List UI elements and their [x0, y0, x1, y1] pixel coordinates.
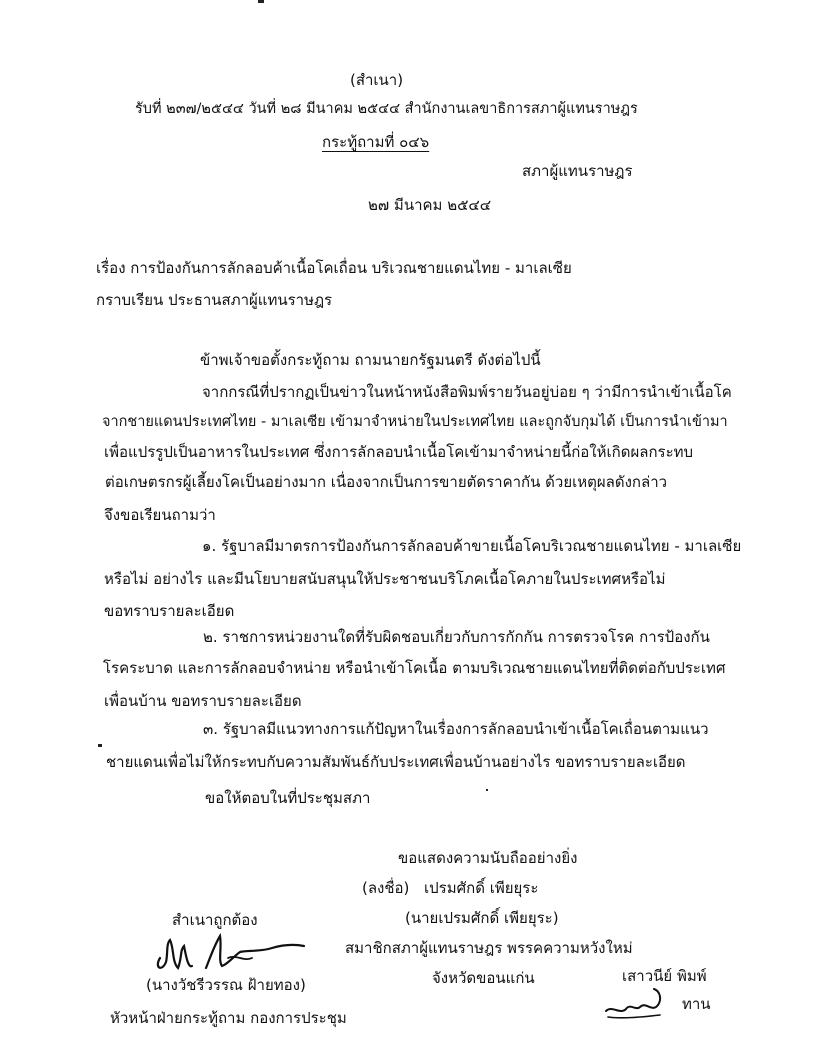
salutation: กราบเรียน ประธานสภาผู้แทนราษฎร [96, 291, 333, 309]
scan-speck [98, 744, 102, 747]
typist-name: เสาวนีย์ พิมพ์ [622, 967, 707, 985]
signer-name-parenthetical: (นายเปรมศักดิ์ เพียยุระ) [405, 909, 559, 927]
paragraph-line: จากกรณีที่ปรากฏเป็นข่าวในหน้าหนังสือพิมพ์รายวันอยู่บ่อย ๆ ว่ามีการนำเข้าเนื้อโค [202, 383, 732, 401]
paragraph-line: จากชายแดนประเทศไทย - มาเลเซีย เข้ามาจำหน่ายในประเทศไทย และถูกจับกุมได้ เป็นการนำเข้ามา [102, 414, 728, 430]
signer-province: จังหวัดขอนแก่น [432, 969, 535, 987]
question-2-line: เพื่อนบ้าน ขอทราบรายละเอียด [104, 692, 302, 710]
paragraph-line: ต่อเกษตรกรผู้เลี้ยงโคเป็นอย่างมาก เนื่องจากเป็นการขายตัดราคากัน ด้วยเหตุผลดังกล่าว [105, 473, 668, 491]
question-2-line: ๒. ราชการหน่วยงานใดที่รับผิดชอบเกี่ยวกับการกักกัน การตรวจโรค การป้องกัน [203, 628, 710, 646]
question-1-line: ๑. รัฐบาลมีมาตรการป้องกันการลักลอบค้าขายเนื้อโคบริเวณชายแดนไทย - มาเลเซีย [202, 537, 742, 555]
question-3-line: ชายแดนเพื่อไม่ให้กระทบกับความสัมพันธ์กับประเทศเพื่อนบ้านอย่างไร ขอทราบรายละเอียด [106, 753, 686, 771]
signed-label: (ลงชื่อ) [362, 879, 410, 897]
issuer: สภาผู้แทนราษฎร [522, 162, 633, 180]
intro-line: ข้าพเจ้าขอตั้งกระทู้ถาม ถามนายกรัฐมนตรี ดังต่อไปนี้ [200, 351, 541, 369]
scan-speck [258, 0, 264, 3]
subject-line: เรื่อง การป้องกันการลักลอบค้าเนื้อโคเถื่อน บริเวณชายแดนไทย - มาเลเซีย [96, 259, 572, 277]
paragraph-line: จึงขอเรียนถามว่า [104, 506, 216, 524]
certifier-signature [148, 928, 318, 978]
closing-regards: ขอแสดงความนับถืออย่างยิ่ง [398, 849, 578, 867]
question-3-line: ๓. รัฐบาลมีแนวทางการแก้ปัญหาในเรื่องการลักลอบนำเข้าเนื้อโคเถื่อนตามแนว [203, 720, 709, 738]
received-line: รับที่ ๒๓๗/๒๕๔๔ วันที่ ๒๘ มีนาคม ๒๕๔๔ สำนักงานเลขาธิการสภาผู้แทนราษฎร [135, 101, 638, 117]
paragraph-line: เพื่อแปรรูปเป็นอาหารในประเทศ ซึ่งการลักลอบนำเนื้อโคเข้ามาจำหน่ายนี้ก่อให้เกิดผลกระทบ [104, 443, 694, 461]
question-2-line: โรคระบาด และการลักลอบจำหน่าย หรือนำเข้าโคเนื้อ ตามบริเวณชายแดนไทยที่ติดต่อกับประเทศ [103, 659, 726, 677]
document-date: ๒๗ มีนาคม ๒๕๔๔ [368, 196, 492, 214]
copy-label: (สำเนา) [350, 71, 404, 89]
question-1-line: ขอทราบรายละเอียด [104, 602, 235, 620]
certifier-position: หัวหน้าฝ่ายกระทู้ถาม กองการประชุม [110, 1009, 347, 1027]
certifier-name: (นางวัชรีวรรณ ฝ้ายทอง) [146, 976, 306, 994]
question-number: กระทู้ถามที่ ๐๔๖ [322, 133, 430, 151]
signer-name: เปรมศักดิ์ เพียยุระ [424, 879, 539, 897]
checker-initials [602, 985, 682, 1025]
answer-request: ขอให้ตอบในที่ประชุมสภา [205, 789, 371, 807]
checker-suffix: ทาน [682, 995, 711, 1013]
question-1-line: หรือไม่ อย่างไร และมีนโยบายสนับสนุนให้ประชาชนบริโภคเนื้อโคภายในประเทศหรือไม่ [104, 570, 666, 588]
certified-copy-label: สำเนาถูกต้อง [172, 911, 258, 929]
signer-position: สมาชิกสภาผู้แทนราษฎร พรรคความหวังใหม่ [345, 939, 633, 957]
scan-speck [486, 789, 488, 791]
